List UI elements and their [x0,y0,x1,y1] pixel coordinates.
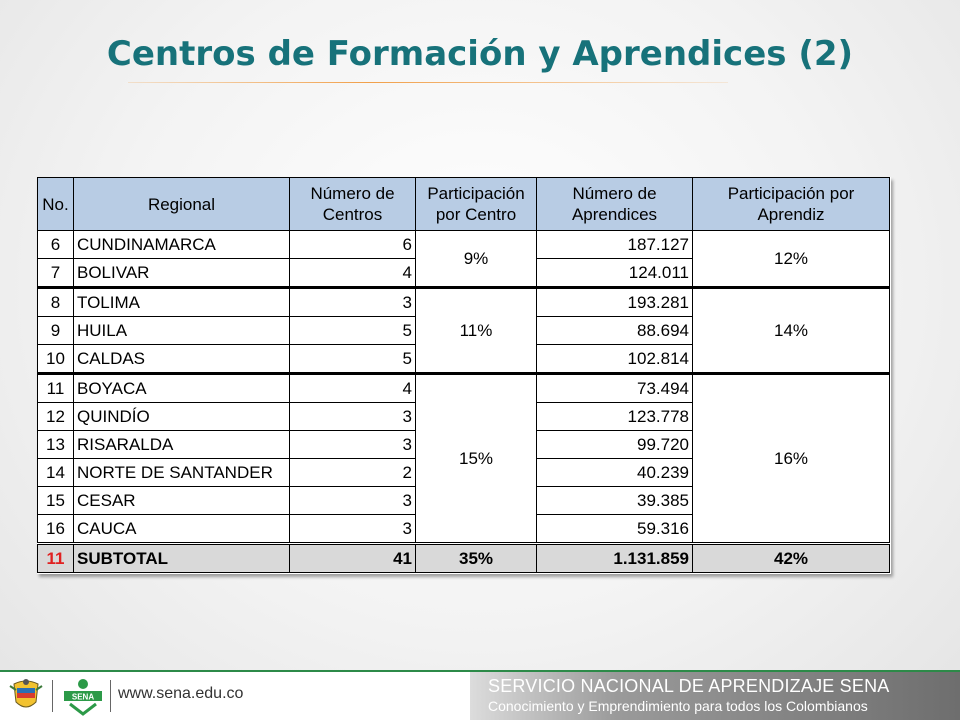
cell-no: 15 [38,487,74,515]
cell-regional: CALDAS [74,345,290,374]
subtotal-row [38,544,890,573]
table-row [38,288,890,317]
slide-title: Centros de Formación y Aprendices (2) [106,34,854,74]
footer-url-link[interactable]: www.sena.edu.co [118,685,244,702]
cell-no: 9 [38,317,74,345]
cell-no: 8 [38,288,74,317]
cell-no: 12 [38,403,74,431]
cell-regional: RISARALDA [74,431,290,459]
cell-aprendices: 193.281 [537,288,693,317]
centros-aprendices-table [37,177,890,573]
cell-centros: 3 [290,431,416,459]
cell-centros: 41 [290,544,416,573]
header-part-centro: Participación por Centro [416,178,537,231]
footer-separator [52,680,53,712]
cell-regional: TOLIMA [74,288,290,317]
sena-logo-icon [60,676,106,716]
cell-part-centro: 15% [416,374,537,544]
cell-centros: 6 [290,231,416,259]
cell-no: 14 [38,459,74,487]
header-part-aprendiz: Participación por Aprendiz [693,178,890,231]
cell-centros: 5 [290,345,416,374]
cell-aprendices: 99.720 [537,431,693,459]
cell-regional: SUBTOTAL [74,544,290,573]
cell-centros: 5 [290,317,416,345]
cell-no: 7 [38,259,74,288]
cell-no: 16 [38,515,74,544]
cell-aprendices: 187.127 [537,231,693,259]
cell-aprendices: 40.239 [537,459,693,487]
cell-no: 13 [38,431,74,459]
cell-regional: CAUCA [74,515,290,544]
footer-separator [110,680,111,712]
footer [0,670,960,720]
cell-centros: 3 [290,515,416,544]
cell-aprendices: 73.494 [537,374,693,403]
cell-regional: BOYACA [74,374,290,403]
colombia-coat-of-arms-icon [8,676,44,716]
title-underline [128,82,728,83]
cell-centros: 2 [290,459,416,487]
table-header-row [38,178,890,231]
cell-regional: BOLIVAR [74,259,290,288]
cell-regional: HUILA [74,317,290,345]
cell-aprendices: 124.011 [537,259,693,288]
cell-part-aprendiz: 12% [693,231,890,288]
data-table-container [37,177,891,574]
header-regional: Regional [74,178,290,231]
cell-part-aprendiz: 42% [693,544,890,573]
cell-part-aprendiz: 14% [693,288,890,374]
cell-no: 11 [38,544,74,573]
footer-tagline: Conocimiento y Emprendimiento para todos los Colombianos [488,698,868,714]
cell-centros: 4 [290,259,416,288]
cell-no: 10 [38,345,74,374]
footer-org-name: SERVICIO NACIONAL DE APRENDIZAJE SENA [488,676,890,696]
cell-regional: CESAR [74,487,290,515]
cell-part-aprendiz: 16% [693,374,890,544]
cell-aprendices: 102.814 [537,345,693,374]
header-centros: Número de Centros [290,178,416,231]
table-row [38,374,890,403]
cell-part-centro: 11% [416,288,537,374]
sena-logo-text: SENA [71,692,95,702]
cell-centros: 4 [290,374,416,403]
cell-regional: CUNDINAMARCA [74,231,290,259]
footer-divider [0,670,960,672]
cell-aprendices: 39.385 [537,487,693,515]
table-row [38,231,890,259]
header-no: No. [38,178,74,231]
cell-aprendices: 59.316 [537,515,693,544]
cell-regional: QUINDÍO [74,403,290,431]
cell-aprendices: 1.131.859 [537,544,693,573]
cell-centros: 3 [290,403,416,431]
cell-no: 6 [38,231,74,259]
cell-aprendices: 123.778 [537,403,693,431]
cell-regional: NORTE DE SANTANDER [74,459,290,487]
cell-no: 11 [38,374,74,403]
cell-part-centro: 35% [416,544,537,573]
header-aprendices: Número de Aprendices [537,178,693,231]
cell-aprendices: 88.694 [537,317,693,345]
cell-centros: 3 [290,288,416,317]
cell-centros: 3 [290,487,416,515]
cell-part-centro: 9% [416,231,537,288]
